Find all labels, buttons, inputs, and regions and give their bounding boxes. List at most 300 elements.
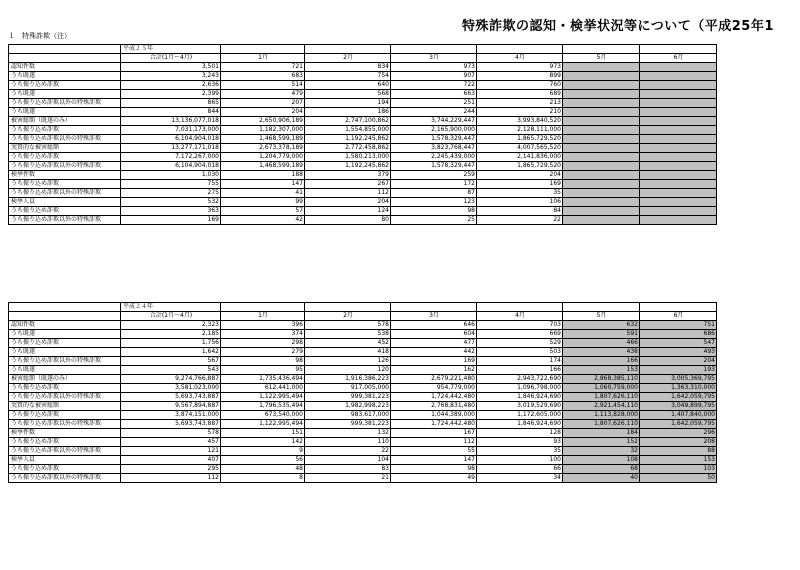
table-row (9, 321, 717, 330)
row-label: うち既遂 (9, 348, 121, 357)
year-header-row (9, 303, 717, 312)
data-cell: 98 (391, 465, 477, 474)
data-cell: 34 (477, 474, 563, 483)
data-cell (563, 198, 640, 207)
data-cell: 169 (121, 216, 221, 225)
data-cell: 686 (640, 330, 717, 339)
table-row (9, 72, 717, 81)
data-cell: 1,044,389,000 (391, 411, 477, 420)
data-cell: 578 (305, 321, 391, 330)
data-cell (563, 126, 640, 135)
corner-cell (9, 303, 121, 312)
data-cell: 1,122,995,494 (221, 393, 305, 402)
data-cell: 1,846,924,690 (477, 420, 563, 429)
data-cell: 673,540,000 (221, 411, 305, 420)
data-cell: 999,381,223 (305, 393, 391, 402)
table-row (9, 216, 717, 225)
header-spacer (563, 45, 640, 54)
data-cell: 538 (305, 330, 391, 339)
data-cell: 3,874,151,000 (121, 411, 221, 420)
data-cell: 22 (477, 216, 563, 225)
data-cell: 3,501 (121, 63, 221, 72)
data-cell (563, 90, 640, 99)
table-row (9, 198, 717, 207)
data-cell: 604 (391, 330, 477, 339)
data-cell: 1,096,798,000 (477, 384, 563, 393)
data-cell: 167 (391, 429, 477, 438)
data-cell: 669 (477, 330, 563, 339)
table-row (9, 90, 717, 99)
data-cell: 1,182,307,000 (221, 126, 305, 135)
row-label: うち振り込め詐欺以外の特殊詐欺 (9, 216, 121, 225)
row-label: うち振り込め詐欺以外の特殊詐欺 (9, 393, 121, 402)
data-cell: 208 (640, 438, 717, 447)
data-cell: 1,865,729,520 (477, 135, 563, 144)
month-column-header: 4月 (477, 312, 563, 321)
table-row (9, 366, 717, 375)
data-cell: 3,005,369,795 (640, 375, 717, 384)
data-cell: 2,245,439,000 (391, 153, 477, 162)
month-column-header: 2月 (305, 312, 391, 321)
data-cell: 126 (305, 357, 391, 366)
data-cell: 42 (221, 216, 305, 225)
header-spacer (391, 45, 477, 54)
data-cell (640, 189, 717, 198)
data-cell (640, 162, 717, 171)
row-label: 認知件数 (9, 63, 121, 72)
table-row (9, 447, 717, 456)
table-row (9, 126, 717, 135)
data-cell: 1,363,310,000 (640, 384, 717, 393)
data-cell: 153 (563, 366, 640, 375)
data-cell (563, 117, 640, 126)
row-label: 検挙人員 (9, 198, 121, 207)
data-cell: 21 (305, 474, 391, 483)
data-cell: 1,807,626,110 (563, 393, 640, 402)
row-label: うち既遂 (9, 366, 121, 375)
corner-cell (9, 312, 121, 321)
data-cell: 374 (221, 330, 305, 339)
month-column-header: 5月 (563, 312, 640, 321)
data-cell: 213 (477, 99, 563, 108)
statistics-table-h25 (8, 44, 717, 225)
data-cell (640, 180, 717, 189)
data-cell: 100 (477, 456, 563, 465)
corner-cell (9, 45, 121, 54)
row-label: うち振り込め詐欺以外の特殊詐欺 (9, 162, 121, 171)
data-cell: 98 (391, 207, 477, 216)
row-label: うち既遂 (9, 72, 121, 81)
data-cell: 9 (221, 447, 305, 456)
data-cell: 204 (640, 357, 717, 366)
data-cell: 9,274,766,887 (121, 375, 221, 384)
data-cell (563, 189, 640, 198)
row-label: うち振り込め詐欺以外の特殊詐欺 (9, 420, 121, 429)
data-cell (640, 108, 717, 117)
row-label: うち既遂 (9, 90, 121, 99)
data-cell: 120 (305, 366, 391, 375)
row-label: うち振り込め詐欺以外の特殊詐欺 (9, 447, 121, 456)
row-label: うち振り込め詐欺 (9, 207, 121, 216)
data-cell: 40 (563, 474, 640, 483)
data-cell: 147 (391, 456, 477, 465)
data-cell: 1,642 (121, 348, 221, 357)
data-cell (640, 63, 717, 72)
table-row (9, 411, 717, 420)
table-row (9, 180, 717, 189)
data-cell: 22 (305, 447, 391, 456)
column-header-row (9, 312, 717, 321)
data-cell: 103 (640, 465, 717, 474)
data-cell: 379 (305, 171, 391, 180)
data-cell: 2,747,100,862 (305, 117, 391, 126)
data-cell: 166 (563, 357, 640, 366)
data-cell: 899 (477, 72, 563, 81)
data-cell: 442 (391, 348, 477, 357)
column-header-row (9, 54, 717, 63)
data-cell: 35 (477, 189, 563, 198)
data-cell: 754 (305, 72, 391, 81)
data-cell: 1,407,840,000 (640, 411, 717, 420)
data-cell: 438 (563, 348, 640, 357)
table-row (9, 348, 717, 357)
data-cell: 207 (221, 99, 305, 108)
table-row (9, 135, 717, 144)
data-cell: 124 (305, 207, 391, 216)
data-cell (563, 144, 640, 153)
data-cell: 1,642,059,795 (640, 420, 717, 429)
data-cell: 2,772,458,862 (305, 144, 391, 153)
data-cell (640, 135, 717, 144)
data-cell: 7,172,267,000 (121, 153, 221, 162)
data-cell: 112 (391, 438, 477, 447)
data-cell: 1,554,855,000 (305, 126, 391, 135)
table-row (9, 456, 717, 465)
data-cell (563, 81, 640, 90)
data-cell: 279 (221, 348, 305, 357)
data-cell: 57 (221, 207, 305, 216)
data-cell: 612,441,000 (221, 384, 305, 393)
row-label: 認知件数 (9, 321, 121, 330)
data-cell: 68 (563, 465, 640, 474)
row-label: うち振り込め詐欺 (9, 465, 121, 474)
data-cell: 1,580,213,000 (305, 153, 391, 162)
table-row (9, 171, 717, 180)
data-cell: 844 (121, 108, 221, 117)
data-cell: 722 (391, 81, 477, 90)
data-cell: 251 (391, 99, 477, 108)
table-row (9, 117, 717, 126)
table-row (9, 393, 717, 402)
data-cell: 755 (121, 180, 221, 189)
table-row (9, 108, 717, 117)
data-cell: 663 (391, 90, 477, 99)
data-cell: 477 (391, 339, 477, 348)
data-cell: 2,673,378,189 (221, 144, 305, 153)
data-cell: 514 (221, 81, 305, 90)
row-label: うち振り込め詐欺以外の特殊詐欺 (9, 189, 121, 198)
data-cell: 3,993,840,520 (477, 117, 563, 126)
data-cell: 1,846,924,690 (477, 393, 563, 402)
row-label: うち振り込め詐欺 (9, 126, 121, 135)
data-cell: 128 (477, 429, 563, 438)
data-cell: 41 (221, 189, 305, 198)
data-cell (563, 180, 640, 189)
data-cell (640, 117, 717, 126)
data-cell: 56 (221, 456, 305, 465)
data-cell: 683 (221, 72, 305, 81)
data-cell: 210 (477, 108, 563, 117)
row-label: 被害総額（既遂のみ） (9, 375, 121, 384)
data-cell: 834 (305, 63, 391, 72)
data-cell: 112 (305, 189, 391, 198)
data-cell: 2,165,900,000 (391, 126, 477, 135)
row-label: うち振り込め詐欺 (9, 384, 121, 393)
data-cell: 1,030 (121, 171, 221, 180)
data-cell: 88 (640, 447, 717, 456)
data-cell: 5,693,743,887 (121, 420, 221, 429)
data-cell: 721 (221, 63, 305, 72)
data-cell: 104 (305, 456, 391, 465)
data-cell: 166 (477, 366, 563, 375)
data-cell (640, 81, 717, 90)
data-cell: 591 (563, 330, 640, 339)
data-cell: 204 (221, 108, 305, 117)
data-cell: 543 (121, 366, 221, 375)
data-cell: 2,943,722,690 (477, 375, 563, 384)
data-cell: 93 (477, 438, 563, 447)
header-spacer (391, 303, 477, 312)
data-cell: 1,796,535,494 (221, 402, 305, 411)
month-column-header: 2月 (305, 54, 391, 63)
data-cell: 99 (221, 198, 305, 207)
row-label: 検挙件数 (9, 171, 121, 180)
data-cell: 2,679,221,480 (391, 375, 477, 384)
data-cell: 55 (391, 447, 477, 456)
section-heading: １ 特殊詐欺（注） (8, 32, 71, 40)
data-cell: 973 (477, 63, 563, 72)
data-cell (563, 135, 640, 144)
header-spacer (563, 303, 640, 312)
data-cell: 547 (640, 339, 717, 348)
table-row (9, 375, 717, 384)
data-cell (640, 207, 717, 216)
data-cell: 2,399 (121, 90, 221, 99)
data-cell: 3,581,023,000 (121, 384, 221, 393)
data-cell: 2,323 (121, 321, 221, 330)
data-cell: 151 (221, 429, 305, 438)
data-cell: 983,617,000 (305, 411, 391, 420)
header-spacer (640, 303, 717, 312)
data-cell: 1,982,998,223 (305, 402, 391, 411)
month-column-header: 1月 (221, 312, 305, 321)
data-cell: 83 (305, 465, 391, 474)
month-column-header: 3月 (391, 54, 477, 63)
month-column-header: 6月 (640, 312, 717, 321)
table-row (9, 339, 717, 348)
data-cell: 8 (221, 474, 305, 483)
data-cell: 2,650,906,189 (221, 117, 305, 126)
data-cell: 108 (563, 456, 640, 465)
month-column-header: 3月 (391, 312, 477, 321)
data-cell: 567 (121, 357, 221, 366)
data-cell: 7,031,173,000 (121, 126, 221, 135)
total-column-header: 合計(1月～4月) (121, 54, 221, 63)
header-spacer (477, 45, 563, 54)
month-column-header: 5月 (563, 54, 640, 63)
data-cell: 1,578,329,447 (391, 162, 477, 171)
data-cell: 632 (563, 321, 640, 330)
data-cell: 95 (221, 366, 305, 375)
table-row (9, 465, 717, 474)
data-cell: 194 (305, 99, 391, 108)
data-cell: 80 (305, 216, 391, 225)
month-column-header: 4月 (477, 54, 563, 63)
data-cell: 529 (477, 339, 563, 348)
data-cell: 98 (221, 357, 305, 366)
data-cell: 1,578,329,447 (391, 135, 477, 144)
data-cell: 457 (121, 438, 221, 447)
data-cell: 1,807,626,110 (563, 420, 640, 429)
data-cell: 87 (391, 189, 477, 198)
row-label: うち既遂 (9, 108, 121, 117)
data-cell: 5,693,743,887 (121, 393, 221, 402)
data-cell (563, 162, 640, 171)
table-row (9, 207, 717, 216)
header-spacer (305, 45, 391, 54)
data-cell: 452 (305, 339, 391, 348)
table-row (9, 99, 717, 108)
data-cell: 110 (305, 438, 391, 447)
data-cell: 2,128,111,000 (477, 126, 563, 135)
data-cell (563, 99, 640, 108)
row-label: 被害総額（既遂のみ） (9, 117, 121, 126)
month-column-header: 1月 (221, 54, 305, 63)
year-label: 平成２４年 (121, 303, 221, 312)
data-cell (563, 63, 640, 72)
row-label: 検挙件数 (9, 429, 121, 438)
data-cell: 865 (121, 99, 221, 108)
row-label: 検挙人員 (9, 456, 121, 465)
data-cell: 296 (640, 429, 717, 438)
data-cell: 2,768,831,480 (391, 402, 477, 411)
table-row (9, 162, 717, 171)
data-cell (640, 126, 717, 135)
data-cell: 32 (563, 447, 640, 456)
data-cell: 1,204,779,000 (221, 153, 305, 162)
data-cell: 2,868,385,110 (563, 375, 640, 384)
data-cell: 112 (121, 474, 221, 483)
row-label: うち振り込め詐欺 (9, 81, 121, 90)
data-cell: 3,243 (121, 72, 221, 81)
data-cell: 184 (563, 429, 640, 438)
data-cell: 147 (221, 180, 305, 189)
page-title: 特殊詐欺の認知・検挙状況等について（平成25年1 (462, 19, 774, 34)
data-cell: 2,636 (121, 81, 221, 90)
data-cell (563, 216, 640, 225)
data-cell: 760 (477, 81, 563, 90)
data-cell: 3,823,768,447 (391, 144, 477, 153)
data-cell: 193 (640, 366, 717, 375)
data-cell: 186 (305, 108, 391, 117)
table-row (9, 429, 717, 438)
data-cell: 4,007,565,520 (477, 144, 563, 153)
data-cell (563, 171, 640, 180)
data-cell: 1,916,386,223 (305, 375, 391, 384)
row-label: 実質的な被害総額 (9, 402, 121, 411)
data-cell: 1,735,436,494 (221, 375, 305, 384)
data-cell: 418 (305, 348, 391, 357)
table-row (9, 420, 717, 429)
table-row (9, 153, 717, 162)
data-cell: 1,468,599,189 (221, 162, 305, 171)
data-cell: 49 (391, 474, 477, 483)
data-cell (640, 144, 717, 153)
data-cell: 142 (221, 438, 305, 447)
data-cell: 162 (391, 366, 477, 375)
data-cell (640, 171, 717, 180)
data-cell: 703 (477, 321, 563, 330)
data-cell: 1,172,605,000 (477, 411, 563, 420)
data-cell: 1,192,245,862 (305, 162, 391, 171)
data-cell: 66 (477, 465, 563, 474)
data-cell: 1,724,442,480 (391, 393, 477, 402)
data-cell: 407 (121, 456, 221, 465)
table-row (9, 63, 717, 72)
data-cell: 466 (563, 339, 640, 348)
data-cell (563, 72, 640, 81)
data-cell: 1,865,729,520 (477, 162, 563, 171)
data-cell: 6,104,904,018 (121, 162, 221, 171)
data-cell: 121 (121, 447, 221, 456)
data-cell: 172 (391, 180, 477, 189)
table-row (9, 384, 717, 393)
data-cell: 1,122,995,494 (221, 420, 305, 429)
header-spacer (221, 303, 305, 312)
data-cell: 244 (391, 108, 477, 117)
data-cell: 169 (477, 180, 563, 189)
header-spacer (640, 45, 717, 54)
data-cell: 646 (391, 321, 477, 330)
table-row (9, 189, 717, 198)
data-cell: 363 (121, 207, 221, 216)
data-cell: 153 (640, 456, 717, 465)
data-cell: 3,019,529,690 (477, 402, 563, 411)
data-cell: 503 (477, 348, 563, 357)
row-label: うち振り込め詐欺以外の特殊詐欺 (9, 99, 121, 108)
data-cell (640, 198, 717, 207)
data-cell: 954,779,000 (391, 384, 477, 393)
data-cell: 1,642,059,795 (640, 393, 717, 402)
data-cell: 640 (305, 81, 391, 90)
data-cell: 1,756 (121, 339, 221, 348)
data-cell: 578 (121, 429, 221, 438)
row-label: うち振り込め詐欺以外の特殊詐欺 (9, 357, 121, 366)
data-cell: 1,724,442,480 (391, 420, 477, 429)
data-cell: 106 (477, 198, 563, 207)
data-cell: 1,060,759,000 (563, 384, 640, 393)
data-cell: 2,185 (121, 330, 221, 339)
data-cell: 123 (391, 198, 477, 207)
data-cell: 259 (391, 171, 477, 180)
statistics-table-h24 (8, 302, 717, 483)
row-label: うち振り込め詐欺以外の特殊詐欺 (9, 135, 121, 144)
data-cell: 568 (305, 90, 391, 99)
data-cell: 169 (391, 357, 477, 366)
row-label: うち振り込め詐欺 (9, 153, 121, 162)
data-cell: 132 (305, 429, 391, 438)
data-cell: 267 (305, 180, 391, 189)
